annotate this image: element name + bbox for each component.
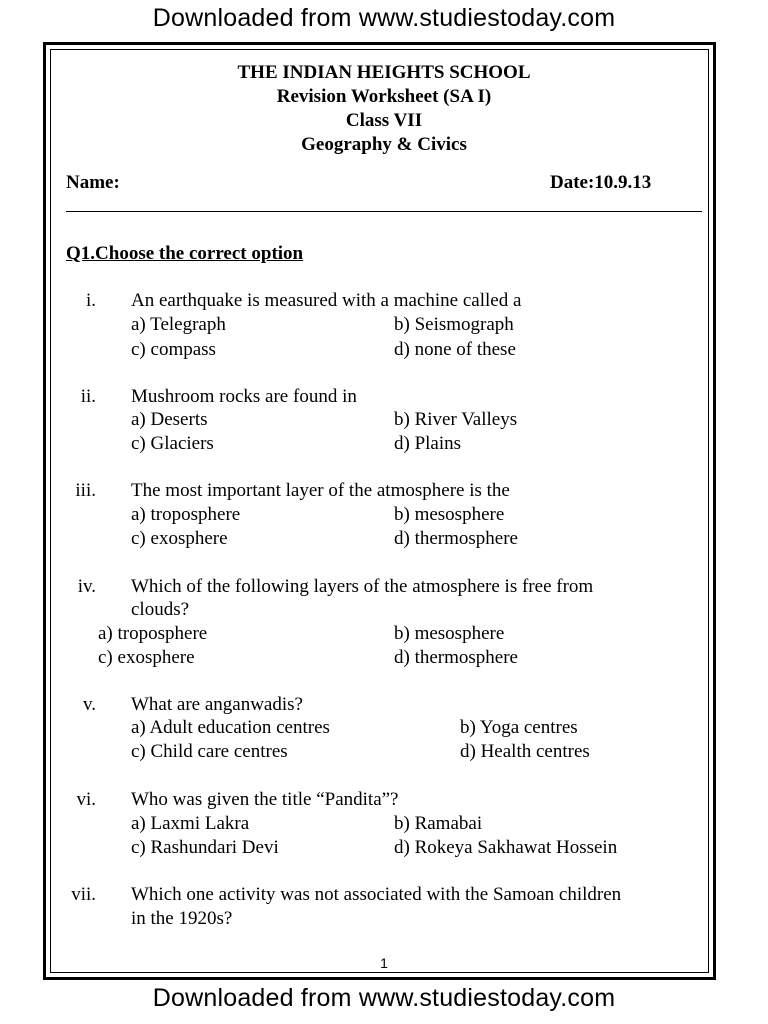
option: c) Child care centres (131, 741, 288, 762)
question-text: Which one activity was not associated with the Samoan children (131, 884, 622, 905)
option: b) mesosphere (394, 623, 505, 644)
class-label: Class VII (345, 110, 423, 131)
question-text: An earthquake is measured with a machine called a (131, 290, 522, 311)
question-text-continued: in the 1920s? (131, 908, 233, 929)
question-text: Mushroom rocks are found in (131, 386, 357, 407)
option: b) Yoga centres (460, 717, 578, 738)
page-number: 1 (380, 955, 388, 971)
option: c) exosphere (131, 528, 228, 549)
option: b) Seismograph (394, 314, 514, 335)
option: b) River Valleys (394, 409, 518, 430)
option: c) exosphere (98, 647, 195, 668)
question-text: Who was given the title “Pandita”? (131, 789, 399, 810)
source-banner-bottom: Downloaded from www.studiestoday.com (152, 984, 616, 1012)
option: d) none of these (394, 339, 516, 360)
option: c) Glaciers (131, 433, 214, 454)
subject-label: Geography & Civics (301, 134, 467, 155)
option: d) Plains (394, 433, 462, 454)
question-text: What are anganwadis? (131, 694, 303, 715)
question-number: ii. (80, 386, 96, 407)
question-text: The most important layer of the atmosphere is the (131, 480, 510, 501)
school-name: THE INDIAN HEIGHTS SCHOOL (237, 62, 531, 83)
option: d) thermosphere (394, 528, 518, 549)
name-label: Name: (66, 172, 120, 193)
question-number: i. (85, 290, 96, 311)
question-number: v. (82, 694, 96, 715)
question-number: iii. (75, 480, 96, 501)
option: c) compass (131, 339, 216, 360)
option: a) Laxmi Lakra (131, 813, 250, 834)
option: a) Telegraph (131, 314, 226, 335)
question-text-continued: clouds? (131, 599, 190, 620)
date-label: Date:10.9.13 (550, 172, 652, 193)
divider-line (66, 211, 702, 212)
worksheet-title: Revision Worksheet (SA I) (276, 86, 492, 107)
option: a) troposphere (131, 504, 241, 525)
question-number: vii. (71, 884, 96, 905)
question-number: vi. (76, 789, 96, 810)
source-banner-top: Downloaded from www.studiestoday.com (152, 4, 616, 32)
option: a) Adult education centres (131, 717, 330, 738)
question-text: Which of the following layers of the atmosphere is free from (131, 576, 594, 597)
question-number: iv. (77, 576, 96, 597)
option: a) troposphere (98, 623, 208, 644)
option: c) Rashundari Devi (131, 837, 279, 858)
option: a) Deserts (131, 409, 208, 430)
option: b) mesosphere (394, 504, 505, 525)
option: d) Health centres (460, 741, 590, 762)
option: b) Ramabai (394, 813, 483, 834)
section-title: Q1.Choose the correct option (66, 243, 304, 264)
option: d) Rokeya Sakhawat Hossein (394, 837, 618, 858)
option: d) thermosphere (394, 647, 518, 668)
